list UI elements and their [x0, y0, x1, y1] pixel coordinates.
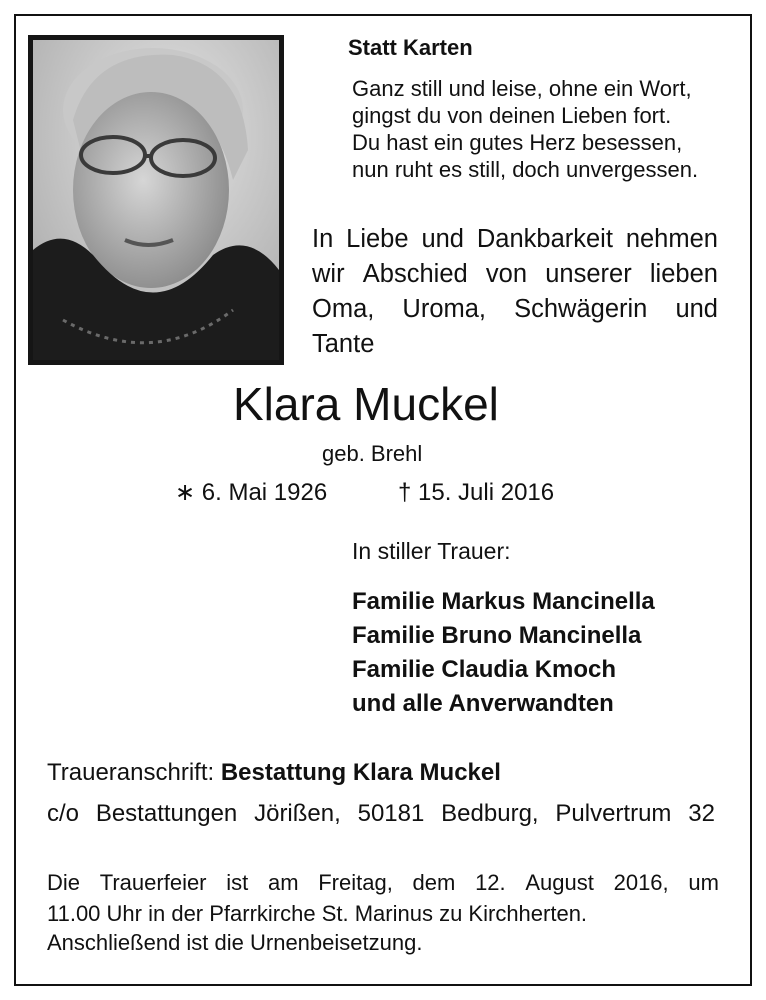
poem-line-4: nun ruht es still, doch unvergessen. [352, 157, 699, 182]
intro-word: Dankbarkeit [476, 225, 613, 253]
address-line [47, 800, 715, 828]
address-block [47, 759, 501, 787]
intro-word: lieben [649, 260, 718, 288]
service-line-1 [47, 870, 719, 895]
mourner-family-3: Familie Claudia Kmoch [352, 656, 617, 683]
intro-line-3 [312, 292, 718, 327]
service-word: August [525, 870, 594, 895]
poem-line-3: Du hast ein gutes Herz besessen, [352, 130, 683, 155]
intro-word: und [675, 295, 718, 323]
death-date: † 15. Juli 2016 [398, 479, 555, 506]
intro-line-4: Tante [312, 330, 375, 358]
address-word: Jörißen, [254, 800, 341, 827]
intro-word: Oma, [312, 295, 375, 323]
address-word: Pulvertrum [555, 800, 672, 827]
address-label: Traueranschrift: [47, 759, 215, 786]
birth-date: ∗ 6. Mai 1926 [175, 479, 328, 506]
intro-word: Liebe [346, 225, 409, 253]
service-word: um [688, 870, 719, 895]
service-word: dem [412, 870, 456, 895]
deceased-maiden-name: geb. Brehl [322, 441, 423, 466]
intro-word: Uroma, [402, 295, 487, 323]
mourner-relatives: und alle Anverwandten [352, 690, 614, 717]
poem-line-1: Ganz still und leise, ohne ein Wort, [352, 76, 692, 101]
address-name: Bestattung Klara Muckel [220, 759, 501, 786]
service-word: Trauerfeier [99, 870, 207, 895]
intro-word: unserer [545, 260, 632, 288]
service-line-3: Anschließend ist die Urnenbeisetzung. [47, 930, 423, 955]
deceased-name: Klara Muckel [233, 378, 499, 430]
address-word: Bestattungen [95, 800, 238, 827]
mourner-family-2: Familie Bruno Mancinella [352, 622, 642, 649]
address-word: 50181 [357, 800, 425, 827]
service-word: Die [47, 870, 81, 895]
intro-line-2 [312, 257, 718, 292]
poem-line-2: gingst du von deinen Lieben fort. [352, 103, 672, 128]
service-word: 12. [475, 870, 506, 895]
service-word: 2016, [613, 870, 669, 895]
intro-word: Schwägerin [514, 295, 648, 323]
service-word: Freitag, [318, 870, 393, 895]
mourners-label: In stiller Trauer: [352, 538, 511, 564]
address-word: Bedburg, [441, 800, 539, 827]
intro-word: Abschied [362, 260, 468, 288]
service-word: ist [226, 870, 249, 895]
header-title: Statt Karten [348, 35, 473, 60]
intro-word: wir [312, 260, 345, 288]
address-word: 32 [688, 800, 715, 827]
service-line-2: 11.00 Uhr in der Pfarrkirche St. Marinus zu Kirchherten. [47, 901, 588, 926]
intro-word: In [312, 225, 334, 253]
intro-word: von [485, 260, 528, 288]
intro-word: nehmen [625, 225, 718, 253]
intro-line-1 [312, 222, 718, 257]
portrait-photo [28, 35, 284, 365]
address-word: c/o [47, 800, 80, 827]
intro-word: und [421, 225, 464, 253]
service-word: am [267, 870, 299, 895]
mourner-family-1: Familie Markus Mancinella [352, 588, 655, 615]
